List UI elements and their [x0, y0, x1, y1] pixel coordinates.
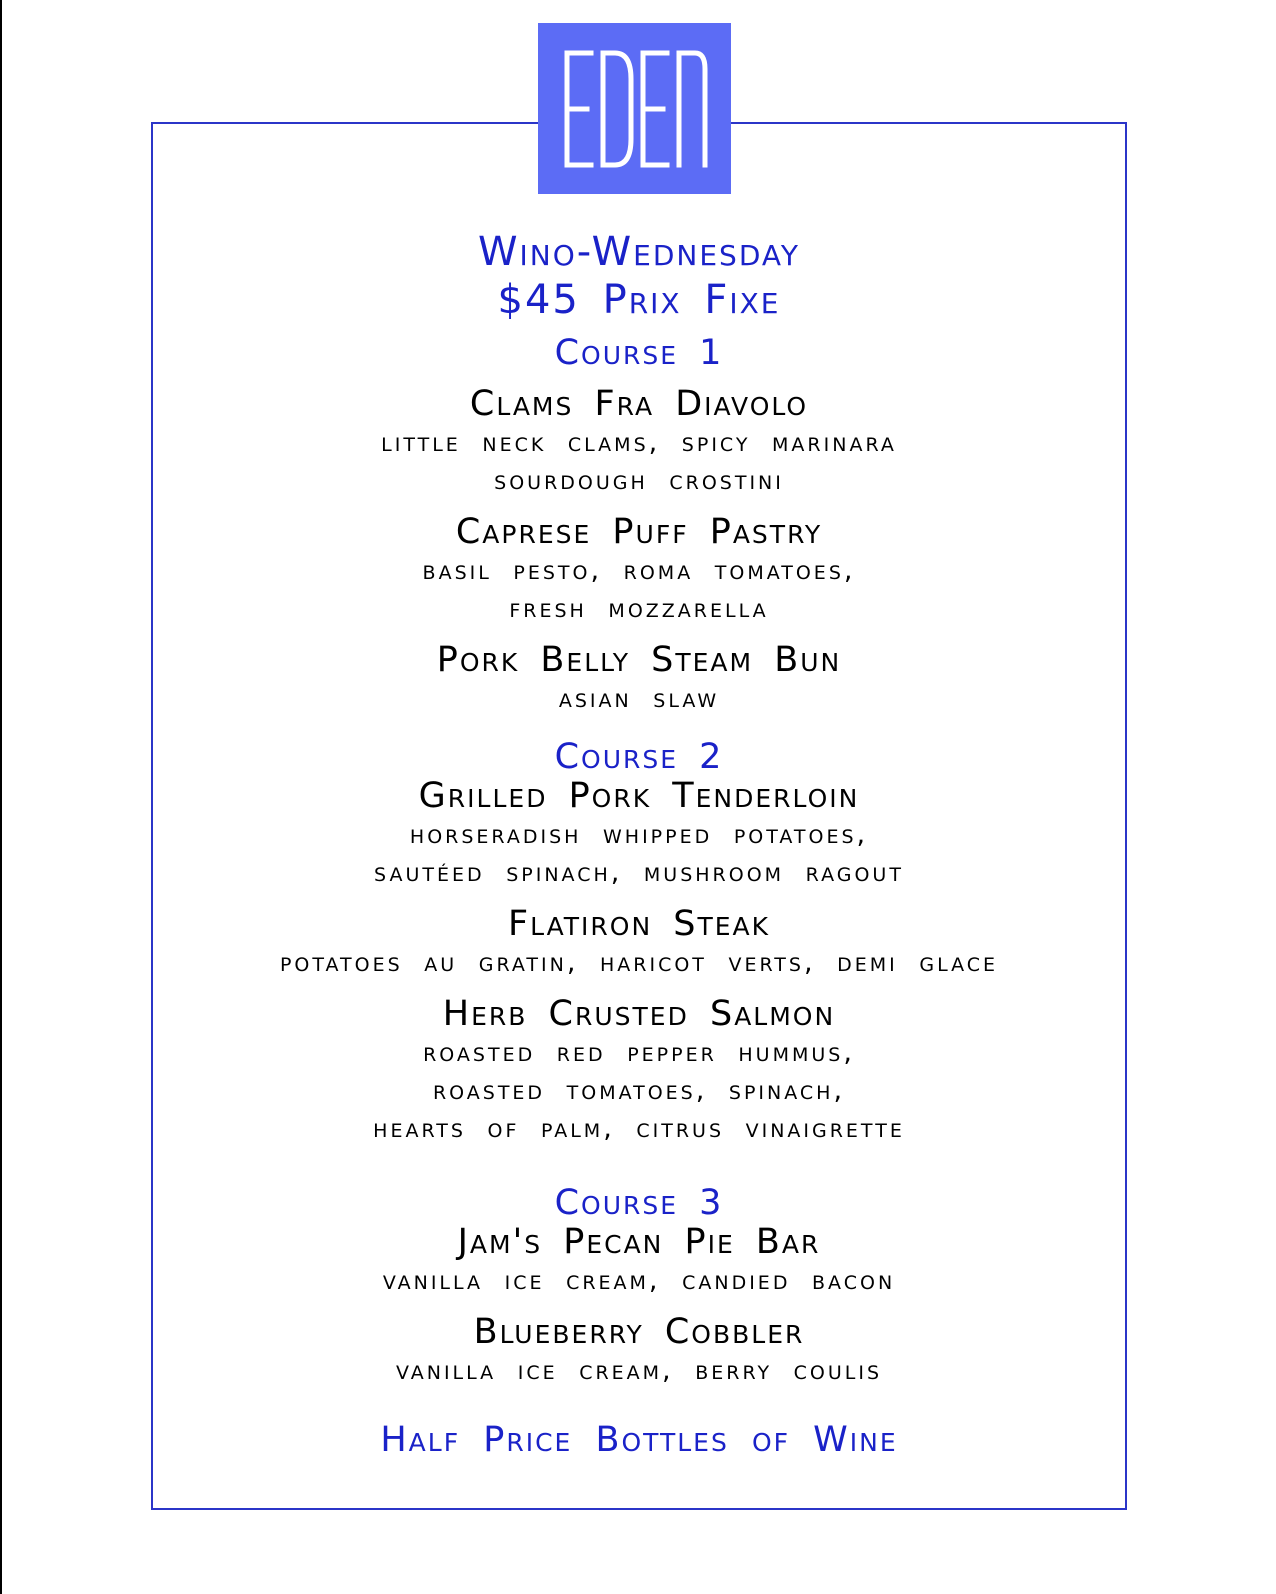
dish — [151, 1222, 1127, 1300]
eden-logo-lettering — [555, 39, 715, 179]
dish-description: roasted red pepper hummus, — [423, 1037, 855, 1068]
course-heading: Course 1 — [554, 333, 724, 373]
course-heading: Course 3 — [554, 1183, 724, 1223]
dish-description: potatoes au gratin, haricot verts, demi glace — [279, 947, 999, 978]
dish-name: Jam's Pecan Pie Bar — [457, 1222, 821, 1262]
course-section — [151, 738, 1127, 1148]
dish-name: Blueberry Cobbler — [473, 1312, 805, 1352]
dish-description: asian slaw — [558, 683, 720, 714]
dish-name: Herb Crusted Salmon — [442, 994, 836, 1034]
dish — [151, 512, 1127, 628]
course-heading: Course 2 — [554, 737, 724, 777]
dish-description: basil pesto, roma tomatoes, — [422, 555, 856, 586]
dish-description: roasted tomatoes, spinach, — [432, 1075, 846, 1106]
dish — [151, 776, 1127, 892]
course-section — [151, 334, 1127, 718]
dish-name: Grilled Pork Tenderloin — [418, 776, 860, 816]
dish-description: sautéed spinach, mushroom ragout — [374, 857, 904, 888]
price-title: $45 Prix Fixe — [497, 277, 781, 323]
menu-header — [151, 228, 1127, 324]
dish — [151, 1312, 1127, 1390]
wine-promo-note: Half Price Bottles of Wine — [380, 1420, 898, 1460]
dish-description: little neck clams, spicy marinara — [381, 427, 897, 458]
course-section — [151, 1184, 1127, 1390]
event-title: Wino-Wednesday — [478, 229, 800, 275]
eden-logo — [538, 23, 731, 194]
dish-description: hearts of palm, citrus vinaigrette — [373, 1113, 905, 1144]
dish — [151, 904, 1127, 982]
dish-description: vanilla ice cream, berry coulis — [395, 1355, 883, 1386]
dish-name: Clams Fra Diavolo — [469, 384, 809, 424]
dish-name: Pork Belly Steam Bun — [436, 640, 842, 680]
dish-description: vanilla ice cream, candied bacon — [382, 1265, 896, 1296]
dish-description: horseradish whipped potatoes, — [409, 819, 869, 850]
dish — [151, 994, 1127, 1148]
dish — [151, 640, 1127, 718]
dish-description: sourdough crostini — [494, 465, 784, 496]
page-edge-line — [0, 0, 2, 1594]
dish-name: Flatiron Steak — [507, 904, 771, 944]
dish — [151, 384, 1127, 500]
menu-content — [151, 228, 1127, 1460]
dish-name: Caprese Puff Pastry — [455, 512, 823, 552]
dish-description: fresh mozzarella — [509, 593, 769, 624]
